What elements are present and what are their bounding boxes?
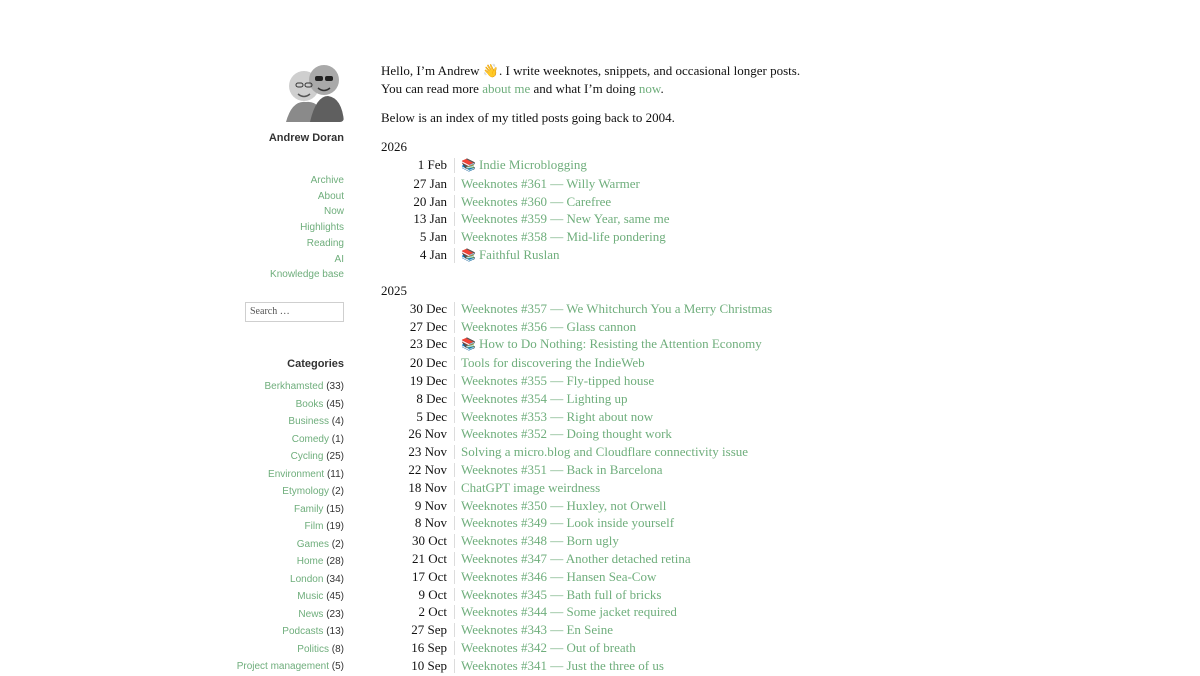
post-link[interactable]: Weeknotes #344 — Some jacket required (461, 604, 677, 620)
post-title (461, 443, 748, 461)
divider (454, 659, 455, 673)
post-date: 13 Jan (413, 211, 447, 227)
post-link[interactable]: Weeknotes #357 — We Whitchurch You a Merry Christmas (461, 300, 773, 316)
post-date: 9 Nov (414, 497, 447, 513)
post-row (381, 514, 821, 532)
post-link[interactable]: Weeknotes #347 — Another detached retina (461, 550, 691, 566)
main-content (381, 62, 821, 675)
post-row (381, 568, 821, 586)
post-link[interactable]: Weeknotes #352 — Doing thought work (461, 426, 672, 442)
category-link[interactable]: Music (297, 591, 324, 602)
category-count: (45) (326, 398, 344, 410)
waving-hand-icon: 👋 (482, 63, 499, 78)
post-date: 8 Dec (416, 390, 447, 406)
category-item (224, 553, 344, 571)
category-link[interactable]: Business (288, 416, 329, 427)
books-icon: 📚 (461, 158, 476, 172)
category-link[interactable]: Family (293, 503, 324, 515)
post-date: 5 Jan (419, 229, 447, 245)
category-item (224, 641, 344, 659)
sidebar (236, 60, 344, 672)
category-item (224, 483, 344, 501)
divider (454, 158, 455, 173)
divider (454, 177, 455, 191)
divider (454, 570, 455, 584)
category-item (224, 378, 344, 396)
category-count: (5) (331, 661, 344, 672)
category-count: (28) (326, 556, 344, 567)
divider (454, 195, 455, 209)
divider (454, 463, 455, 477)
divider (454, 499, 455, 513)
category-count: (1) (331, 433, 344, 445)
post-link[interactable]: Weeknotes #346 — Hansen Sea-Cow (461, 568, 657, 584)
post-date: 20 Dec (409, 355, 447, 371)
post-row (381, 603, 821, 621)
year-heading: 2026 (381, 139, 407, 154)
category-item (224, 466, 344, 484)
post-row (381, 372, 821, 390)
post-title (461, 603, 677, 621)
post-row (381, 639, 821, 657)
post-date: 27 Dec (409, 318, 447, 334)
post-date: 8 Nov (414, 515, 447, 531)
post-row (381, 318, 821, 336)
post-link[interactable]: Weeknotes #351 — Back in Barcelona (461, 461, 663, 477)
category-item (224, 571, 344, 589)
post-link[interactable]: Indie Microblogging (478, 157, 587, 172)
books-icon: 📚 (461, 337, 476, 352)
post-link[interactable]: Weeknotes #353 — Right about now (461, 408, 654, 424)
post-date: 2 Oct (418, 604, 447, 620)
author-name[interactable]: Andrew Doran (268, 132, 344, 144)
post-title (461, 354, 645, 372)
nav-ai[interactable]: AI (334, 253, 344, 265)
category-count: (2) (331, 538, 344, 550)
category-link[interactable]: Books (295, 398, 324, 410)
post-date: 10 Sep (411, 657, 447, 673)
category-link[interactable]: Project management (236, 661, 329, 672)
post-title (461, 408, 653, 426)
post-date: 5 Dec (416, 408, 447, 424)
post-row (381, 657, 821, 675)
post-date: 16 Sep (411, 639, 447, 655)
books-icon: 📚 (461, 247, 476, 262)
nav-knowledge-base[interactable]: Knowledge base (270, 269, 344, 281)
category-item (224, 501, 344, 519)
post-date: 27 Jan (413, 175, 447, 191)
post-date: 4 Jan (419, 246, 447, 262)
post-date: 19 Dec (409, 372, 447, 388)
category-link[interactable]: News (298, 608, 324, 620)
avatar-photo-icon (282, 60, 344, 122)
category-count: (15) (326, 503, 344, 515)
about-me-link[interactable]: about me (482, 81, 531, 96)
post-date: 9 Oct (418, 586, 447, 602)
post-title (461, 193, 611, 211)
category-link[interactable]: Environment (268, 468, 325, 480)
post-title (461, 175, 640, 193)
divider (454, 623, 455, 637)
category-count: (11) (326, 468, 344, 480)
nav-reading[interactable]: Reading (306, 237, 344, 249)
post-row (381, 246, 821, 265)
now-link[interactable]: now (638, 81, 661, 96)
post-row (381, 390, 821, 408)
nav-highlights[interactable]: Highlights (300, 222, 344, 234)
post-link[interactable]: Solving a micro.blog and Cloudflare connectivity issue (461, 444, 749, 460)
category-link[interactable]: Berkhamsted (264, 381, 324, 392)
category-link[interactable]: Etymology (282, 486, 329, 497)
post-title (461, 210, 670, 228)
category-count: (4) (331, 416, 344, 427)
post-title (461, 497, 666, 515)
site-nav (240, 173, 344, 283)
post-date: 23 Dec (409, 336, 447, 352)
category-count: (2) (331, 486, 344, 497)
post-link[interactable]: Weeknotes #355 — Fly-tipped house (461, 372, 655, 388)
categories-list (224, 378, 344, 676)
categories-heading: Categories (287, 358, 344, 370)
post-row (381, 479, 821, 497)
divider (454, 445, 455, 459)
category-count: (8) (331, 643, 344, 655)
category-count: (33) (326, 381, 344, 392)
post-title (461, 156, 587, 175)
post-row (381, 425, 821, 443)
post-row (381, 175, 821, 193)
post-link[interactable]: Weeknotes #359 — New Year, same me (461, 211, 670, 227)
post-row (381, 335, 821, 354)
category-link[interactable]: Podcasts (282, 626, 324, 637)
post-row (381, 497, 821, 515)
post-title (461, 479, 600, 497)
post-row (381, 210, 821, 228)
divider (454, 410, 455, 424)
post-row (381, 354, 821, 372)
category-item (224, 448, 344, 466)
category-count: (25) (326, 451, 344, 462)
post-date: 26 Nov (408, 426, 447, 442)
post-date: 30 Oct (411, 533, 447, 549)
post-link[interactable]: Weeknotes #343 — En Seine (461, 622, 614, 638)
category-item (224, 658, 344, 676)
category-item (224, 606, 344, 624)
post-title (461, 300, 772, 318)
divider (454, 641, 455, 655)
post-link[interactable]: Weeknotes #348 — Born ugly (461, 533, 619, 549)
search-input[interactable]: Search … (245, 302, 344, 322)
post-link[interactable]: How to Do Nothing: Resisting the Attention Economy (478, 336, 762, 352)
post-link[interactable]: Weeknotes #354 — Lighting up (461, 390, 628, 406)
post-link[interactable]: Weeknotes #350 — Huxley, not Orwell (461, 497, 667, 513)
intro-text: . (660, 81, 664, 96)
post-link[interactable]: Weeknotes #342 — Out of breath (461, 639, 636, 655)
post-date: 23 Nov (408, 444, 447, 460)
post-link[interactable]: Weeknotes #358 — Mid-life pondering (461, 229, 666, 245)
post-date: 20 Jan (413, 193, 447, 209)
nav-now[interactable]: Now (323, 206, 344, 218)
category-count: (23) (326, 608, 344, 620)
post-row (381, 621, 821, 639)
post-date: 17 Oct (411, 568, 447, 584)
divider (454, 302, 455, 316)
post-date: 27 Sep (411, 622, 447, 638)
post-title (461, 657, 664, 675)
divider (454, 588, 455, 602)
category-item (224, 518, 344, 536)
intro-text: . I write weeknotes, snippets, and occasional longer posts. You can read more (381, 63, 801, 96)
divider (454, 516, 455, 530)
post-row (381, 532, 821, 550)
intro-paragraph (381, 62, 821, 98)
category-count: (34) (326, 573, 344, 585)
divider (454, 605, 455, 619)
post-link[interactable]: ChatGPT image weirdness (461, 479, 601, 495)
category-link[interactable]: Home (296, 556, 324, 567)
category-item (224, 536, 344, 554)
divider (454, 392, 455, 406)
index-description: Below is an index of my titled posts going back to 2004. (381, 110, 675, 125)
divider (454, 374, 455, 388)
post-title (461, 318, 636, 336)
category-link[interactable]: Politics (297, 643, 329, 655)
post-row (381, 156, 821, 175)
divider (454, 320, 455, 334)
post-link[interactable]: Tools for discovering the IndieWeb (461, 355, 645, 371)
post-link[interactable]: Weeknotes #345 — Bath full of bricks (461, 586, 662, 602)
post-title (461, 372, 654, 390)
category-item (224, 413, 344, 431)
post-link[interactable]: Weeknotes #356 — Glass cannon (461, 318, 637, 334)
post-link[interactable]: Faithful Ruslan (478, 246, 560, 262)
nav-about[interactable]: About (317, 190, 344, 202)
post-link[interactable]: Weeknotes #360 — Carefree (461, 193, 612, 209)
divider (454, 230, 455, 244)
post-index (381, 138, 821, 675)
divider (454, 248, 455, 263)
post-row (381, 550, 821, 568)
post-title (461, 621, 613, 639)
category-item (224, 588, 344, 606)
divider (454, 552, 455, 566)
divider (454, 212, 455, 226)
category-link[interactable]: London (290, 573, 324, 585)
post-row (381, 300, 821, 318)
post-title (461, 639, 636, 657)
post-title (461, 425, 672, 443)
post-date: 21 Oct (411, 550, 447, 566)
divider (454, 481, 455, 495)
post-row (381, 228, 821, 246)
post-date: 30 Dec (409, 300, 447, 316)
category-count: (19) (326, 521, 344, 532)
post-link[interactable]: Weeknotes #361 — Willy Warmer (461, 175, 640, 191)
post-title (461, 532, 619, 550)
intro-text: and what I’m doing (530, 81, 639, 96)
divider (454, 356, 455, 370)
post-row (381, 193, 821, 211)
post-title (461, 390, 628, 408)
category-item (224, 396, 344, 414)
post-row (381, 408, 821, 426)
post-title (461, 514, 674, 532)
category-link[interactable]: Games (296, 538, 329, 550)
post-link[interactable]: Weeknotes #349 — Look inside yourself (461, 515, 675, 531)
post-date: 1 Feb (417, 157, 447, 172)
divider (454, 534, 455, 548)
post-title (461, 586, 661, 604)
category-item (224, 623, 344, 641)
post-title (461, 335, 762, 354)
post-title (461, 246, 559, 265)
category-link[interactable]: Film (304, 521, 324, 532)
post-title (461, 461, 662, 479)
post-title (461, 550, 691, 568)
post-link[interactable]: Weeknotes #341 — Just the three of us (461, 657, 664, 673)
category-count: (13) (326, 626, 344, 637)
year-heading: 2025 (381, 282, 407, 298)
post-row (381, 443, 821, 461)
avatar[interactable] (282, 60, 344, 122)
category-count: (45) (326, 591, 344, 602)
post-date: 18 Nov (408, 479, 447, 495)
category-link[interactable]: Cycling (290, 451, 324, 462)
nav-archive[interactable]: Archive (310, 175, 344, 186)
post-date: 22 Nov (408, 461, 447, 477)
category-item (224, 431, 344, 449)
divider (454, 427, 455, 441)
intro-text: Hello, I’m Andrew (381, 63, 483, 78)
post-row (381, 586, 821, 604)
post-title (461, 228, 666, 246)
divider (454, 337, 455, 352)
post-row (381, 461, 821, 479)
category-link[interactable]: Comedy (291, 433, 329, 445)
post-title (461, 568, 656, 586)
